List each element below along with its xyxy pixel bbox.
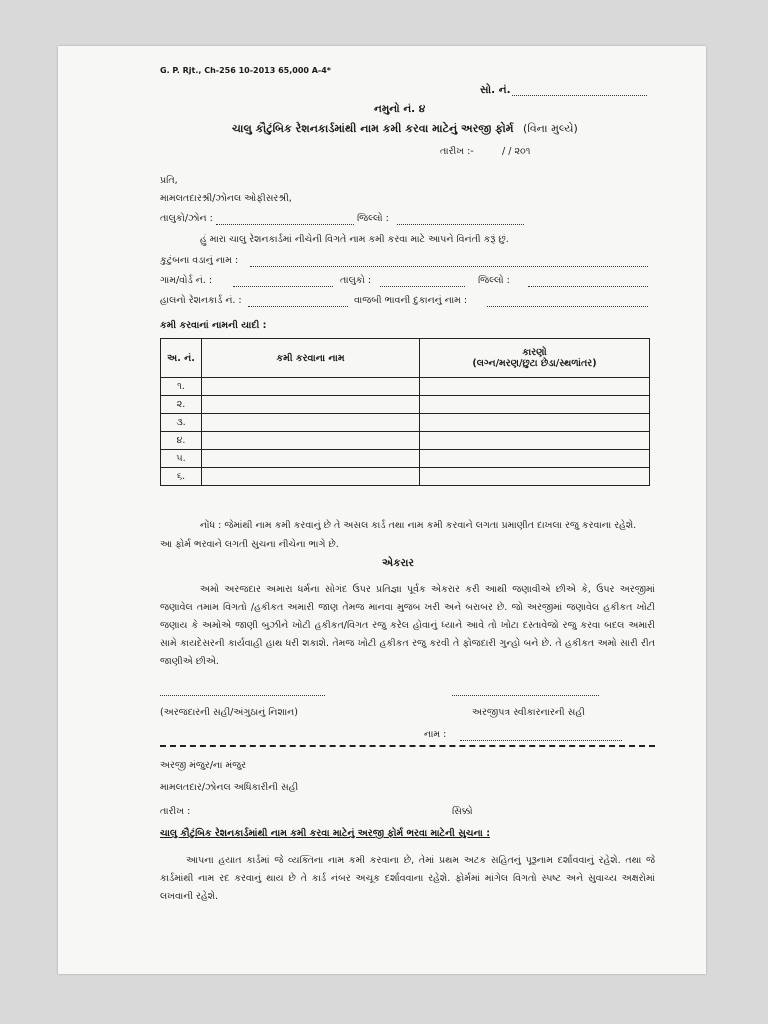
col-name-header: કમી કરવાના નામ [202, 339, 420, 378]
village-label: ગામ/વોર્ડ નં. : [160, 275, 213, 286]
form-title-wrap [232, 122, 578, 136]
declaration-text: અમો અરજદાર અમારા ધર્મના સોગંદ ઉપર પ્રતિજ્ઞા પૂર્વક એકરાર કરી આથી જણાવીએ છીએ કે, ઉપર અરજીમાં જણાવેલ તમામ વિગતો /હકીકત અમારી જાણ તેમજ માનવા મુજબ ખરી અને બરાબર છે. જો અરજીમાં જણાવેલ હકીકત ખોટી જણાય કે અમોએ જાણી બુઝીને ખોટી હકીકત/વિગત રજુ કરેલ હોવાનું ધ્યાને આવે તો ખોટા દસ્તાવેજો રજુ કરવા બદલ અમારી સામે કાયદેસરની કાર્યવાહી હાથ ધરી શકાશે. તેમજ ખોટી હકીકત રજુ કરવી તે ફોજદારી ગુન્હો બને છે. તે હકીકત અમો સારી રીત જાણીએ છીએ. [160, 584, 655, 667]
row-reason-cell[interactable] [420, 468, 650, 486]
serial-label: સો. નં. [480, 84, 511, 96]
table-row [161, 432, 650, 450]
office-date-label: તારીખ : [160, 806, 191, 817]
taluka-label: તાલુકો : [340, 275, 372, 286]
col-reason-title: કારણો [522, 347, 547, 358]
district-field[interactable] [528, 286, 648, 287]
row-name-cell[interactable] [202, 396, 420, 414]
receiver-name-field[interactable] [460, 740, 622, 741]
row-reason-cell[interactable] [420, 378, 650, 396]
shop-name-label: વાજબી ભાવની દુકાનનું નામ : [354, 295, 468, 306]
note-line-1: નોંધ : જેમાંથી નામ કમી કરવાનું છે તે અસલ કાર્ડ તથા નામ કમી કરવાને લગતા પ્રમાણીત દાખલા રજુ કરવાના રહેશે. [200, 520, 637, 531]
form-title: ચાલુ કૌટુંબિક રેશનકાર્ડમાંથી નામ કમી કરવા માટેનું અરજી ફોર્મ [232, 122, 514, 135]
village-field[interactable] [233, 286, 333, 287]
receiver-name-label: નામ : [424, 729, 447, 740]
row-name-cell[interactable] [202, 468, 420, 486]
row-reason-cell[interactable] [420, 450, 650, 468]
applicant-sign-label: (અરજદારની સહી/અંગુઠાનું નિશાન) [160, 707, 298, 718]
address-officer: મામલતદારશ્રી/ઝોનલ ઓફીસરશ્રી, [160, 193, 292, 204]
row-name-cell[interactable] [202, 450, 420, 468]
applicant-sign-line[interactable] [160, 695, 325, 696]
receiver-sign-label: અરજીપત્ર સ્વીકારનારની સહી [472, 707, 585, 718]
receiver-sign-line[interactable] [452, 695, 599, 696]
row-number: ૩. [161, 414, 202, 432]
card-no-field[interactable] [248, 306, 348, 307]
names-table [160, 338, 650, 486]
approval-label: અરજી મંજુર/ના મંજુર [160, 760, 247, 771]
row-reason-cell[interactable] [420, 414, 650, 432]
head-name-label: કુટુંબના વડાનું નામ : [160, 255, 239, 266]
row-number: ૬. [161, 468, 202, 486]
col-reason-header [420, 339, 650, 378]
taluka-zone-label: તાલુકો/ઝોન : [160, 213, 213, 224]
shop-name-field[interactable] [487, 306, 648, 307]
row-number: ૨. [161, 396, 202, 414]
taluka-field[interactable] [380, 286, 465, 287]
serial-field[interactable] [512, 95, 647, 96]
table-row [161, 414, 650, 432]
officer-sign-label: મામલતદાર/ઝોનલ અધિકારીની સહી [160, 782, 299, 793]
col-reason-sub: (લગ્ન/મરણ/છુટા છેડા/સ્થળાંતર) [472, 358, 597, 369]
card-no-label: હાલનો રેશનકાર્ડ નં. : [160, 295, 242, 306]
address-district-field[interactable] [397, 224, 524, 225]
district-label: જિલ્લો : [478, 275, 510, 286]
seal-label: સિક્કો [452, 806, 473, 817]
table-header-row [161, 339, 650, 378]
form-title-note: (વિના મુલ્યે) [523, 122, 578, 135]
list-title: કમી કરવાનાં નામની યાદી : [160, 320, 267, 331]
address-to: પ્રતિ, [160, 175, 178, 186]
table-row [161, 378, 650, 396]
head-name-field[interactable] [250, 266, 648, 267]
row-number: ૫. [161, 450, 202, 468]
declaration-title: એકરાર [382, 557, 414, 569]
row-number: ૪. [161, 432, 202, 450]
form-number: નમુનો નં. ૪ [374, 103, 426, 115]
instructions-text: આપના હયાત કાર્ડમાં જે વ્યક્તિના નામ કમી કરવાના છે, તેમાં પ્રથમ અટક સહિતનું પૂરૂનામ દર્શાવવાનું રહેશે. તથા જે કાર્ડમાંથી નામ રદ કરવાનું થાય છે તે કાર્ડ નંબર અચૂક દર્શાવવાના રહેશે. ફોર્મમાં માંગેલ વિગતો સ્પષ્ટ અને સુવાચ્ય અક્ષરોમાં લખવાની રહેશે. [160, 855, 655, 902]
row-name-cell[interactable] [202, 432, 420, 450]
instructions-title: ચાલુ કૌટુંબિક રેશનકાર્ડમાંથી નામ કમી કરવા માટેનું અરજી ફોર્મ ભરવા માટેની સુચના : [160, 828, 490, 839]
note-line-2: આ ફોર્મ ભરવાને લગતી સુચના નીચેના ભાગે છે. [160, 539, 339, 550]
cut-line [160, 745, 655, 747]
header-date-label: તારીખ :- [440, 146, 474, 157]
row-reason-cell[interactable] [420, 432, 650, 450]
printer-code: G. P. Rjt., Ch-256 10-2013 65,000 A-4* [160, 66, 331, 75]
row-name-cell[interactable] [202, 378, 420, 396]
table-row [161, 468, 650, 486]
table-row [161, 396, 650, 414]
row-number: ૧. [161, 378, 202, 396]
request-text: હું મારા ચાલુ રેશનકાર્ડમાં નીચેની વિગતે નામ કમી કરવા માટે આપને વિનંતી કરૂં છું. [200, 234, 509, 245]
address-district-label: જિલ્લો : [357, 213, 389, 224]
header-date-value: / / ૨૦૧ [502, 146, 531, 157]
row-reason-cell[interactable] [420, 396, 650, 414]
table-row [161, 450, 650, 468]
taluka-zone-field[interactable] [216, 224, 354, 225]
row-name-cell[interactable] [202, 414, 420, 432]
col-number-header: અ. નં. [161, 339, 202, 378]
